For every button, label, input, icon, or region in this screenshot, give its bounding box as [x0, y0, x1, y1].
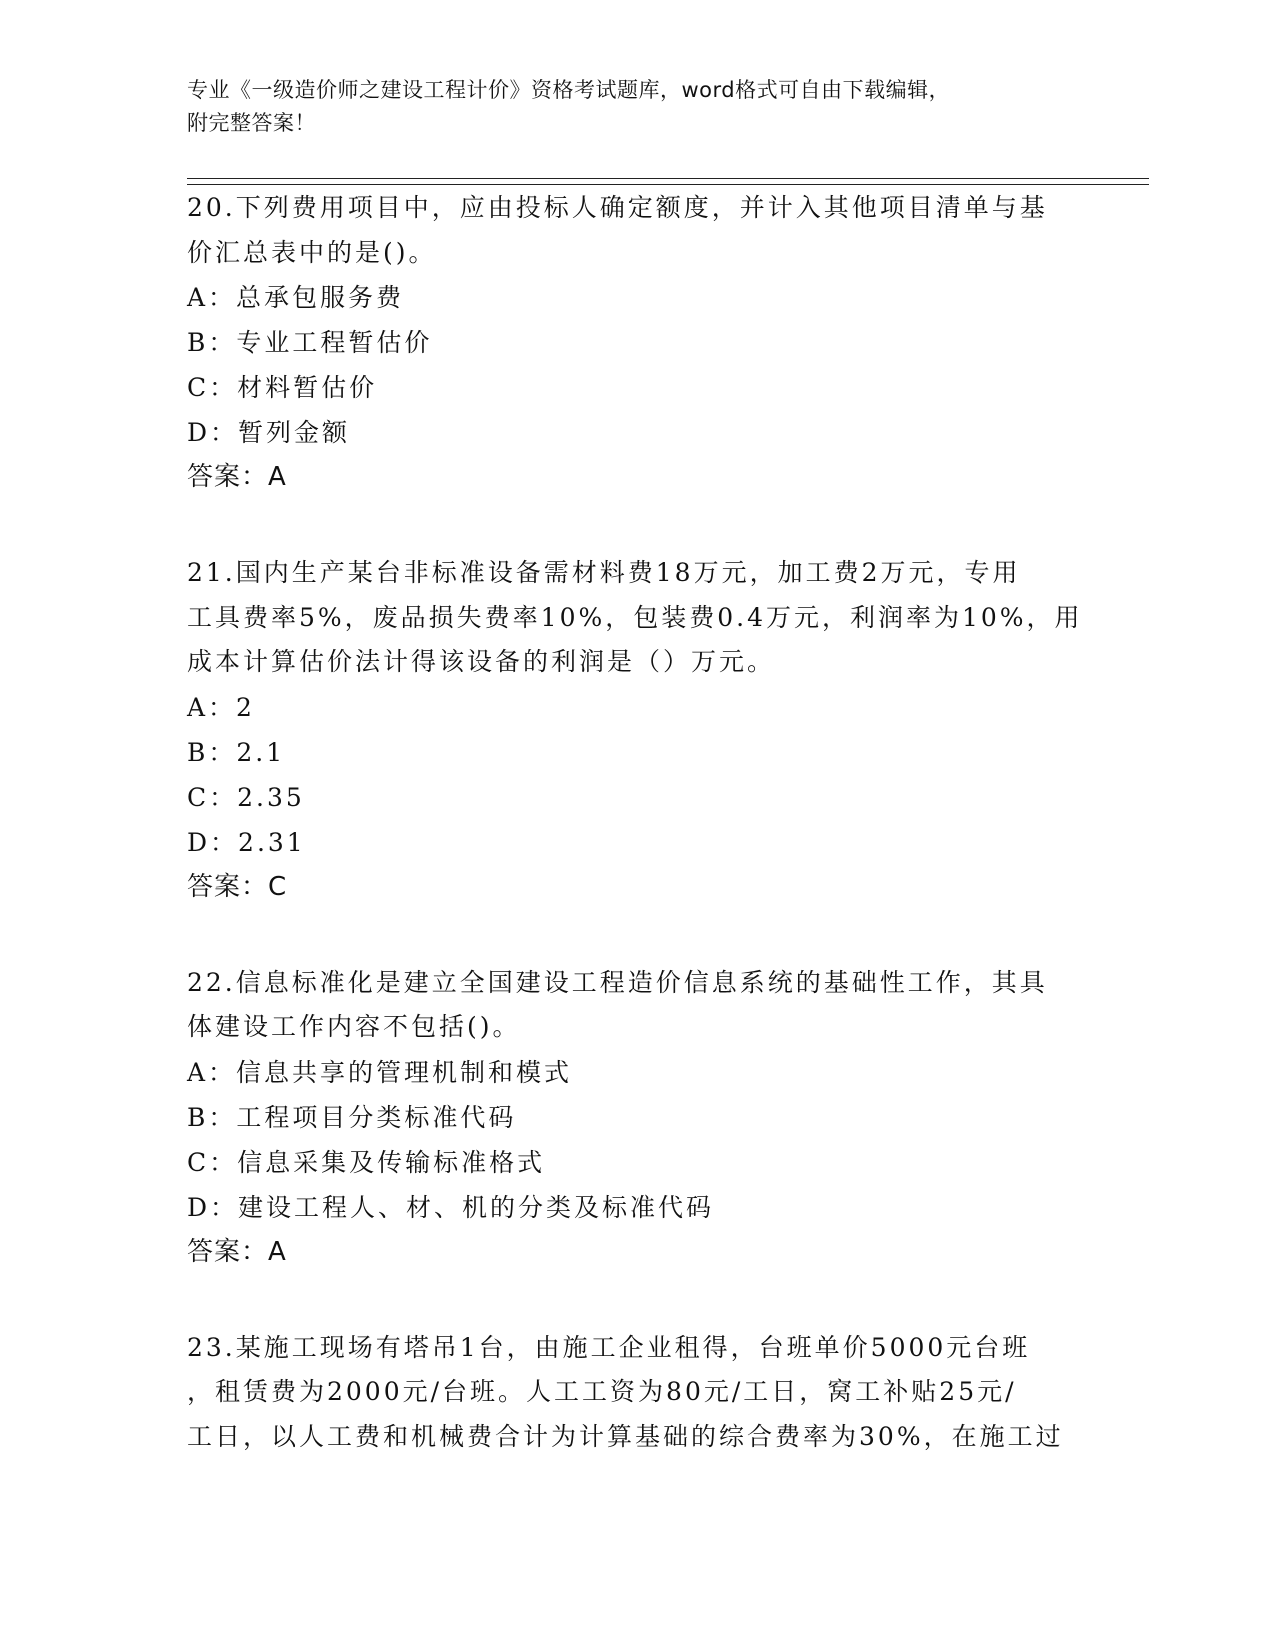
header-line-2: 附完整答案！ — [187, 111, 316, 135]
option-c: C：2.35 — [187, 782, 305, 812]
question-line: 20.下列费用项目中，应由投标人确定额度，并计入其他项目清单与基 — [187, 193, 1048, 222]
header-divider-bottom — [187, 184, 1149, 185]
option-c: C：信息采集及传输标准格式 — [187, 1147, 546, 1177]
question-line: 23.某施工现场有塔吊1台，由施工企业租得，台班单价5000元台班 — [187, 1332, 1031, 1362]
option-c: C：材料暂估价 — [187, 373, 378, 402]
option-a: A：2 — [187, 692, 255, 722]
option-b: B：工程项目分类标准代码 — [187, 1102, 517, 1132]
question-spacer — [187, 1274, 1087, 1326]
answer-label: 答案：A — [187, 462, 287, 492]
question-line: 22.信息标准化是建立全国建设工程造价信息系统的基础性工作，其具 — [187, 967, 1048, 997]
question-line: 成本计算估价法计得该设备的利润是（）万元。 — [187, 647, 776, 676]
option-d: D：建设工程人、材、机的分类及标准代码 — [187, 1192, 715, 1222]
option-d: D：暂列金额 — [187, 418, 351, 447]
document-header — [187, 74, 1087, 140]
question-text — [187, 961, 1087, 1050]
answer-label: 答案：C — [187, 871, 288, 902]
question-list — [187, 186, 1087, 1459]
question-line: 工日，以人工费和机械费合计为计算基础的综合费率为30%，在施工过 — [187, 1421, 1064, 1451]
question-21 — [187, 551, 1087, 909]
question-20 — [187, 186, 1087, 499]
question-line: 价汇总表中的是()。 — [187, 237, 437, 267]
header-divider-top — [187, 178, 1149, 179]
question-line: 21.国内生产某台非标准设备需材料费18万元，加工费2万元，专用 — [187, 558, 1021, 587]
option-d: D：2.31 — [187, 827, 306, 857]
question-spacer — [187, 909, 1087, 961]
option-b: B：2.1 — [187, 737, 286, 767]
question-spacer — [187, 499, 1087, 551]
question-line: 体建设工作内容不包括()。 — [187, 1012, 521, 1041]
question-line: ，租赁费为2000元/台班。人工工资为80元/工日，窝工补贴25元/ — [187, 1377, 1017, 1406]
header-line-1: 专业《一级造价师之建设工程计价》资格考试题库，word格式可自由下载编辑， — [187, 78, 951, 102]
question-text — [187, 551, 1087, 685]
answer-label: 答案：A — [187, 1236, 287, 1267]
question-22 — [187, 961, 1087, 1274]
option-a: A：总承包服务费 — [187, 283, 405, 312]
question-line: 工具费率5%，废品损失费率10%，包装费0.4万元，利润率为10%，用 — [187, 602, 1083, 632]
question-23 — [187, 1326, 1087, 1460]
question-text — [187, 1326, 1087, 1460]
question-text — [187, 186, 1087, 275]
option-a: A：信息共享的管理机制和模式 — [187, 1057, 573, 1087]
option-b: B：专业工程暂估价 — [187, 328, 433, 357]
